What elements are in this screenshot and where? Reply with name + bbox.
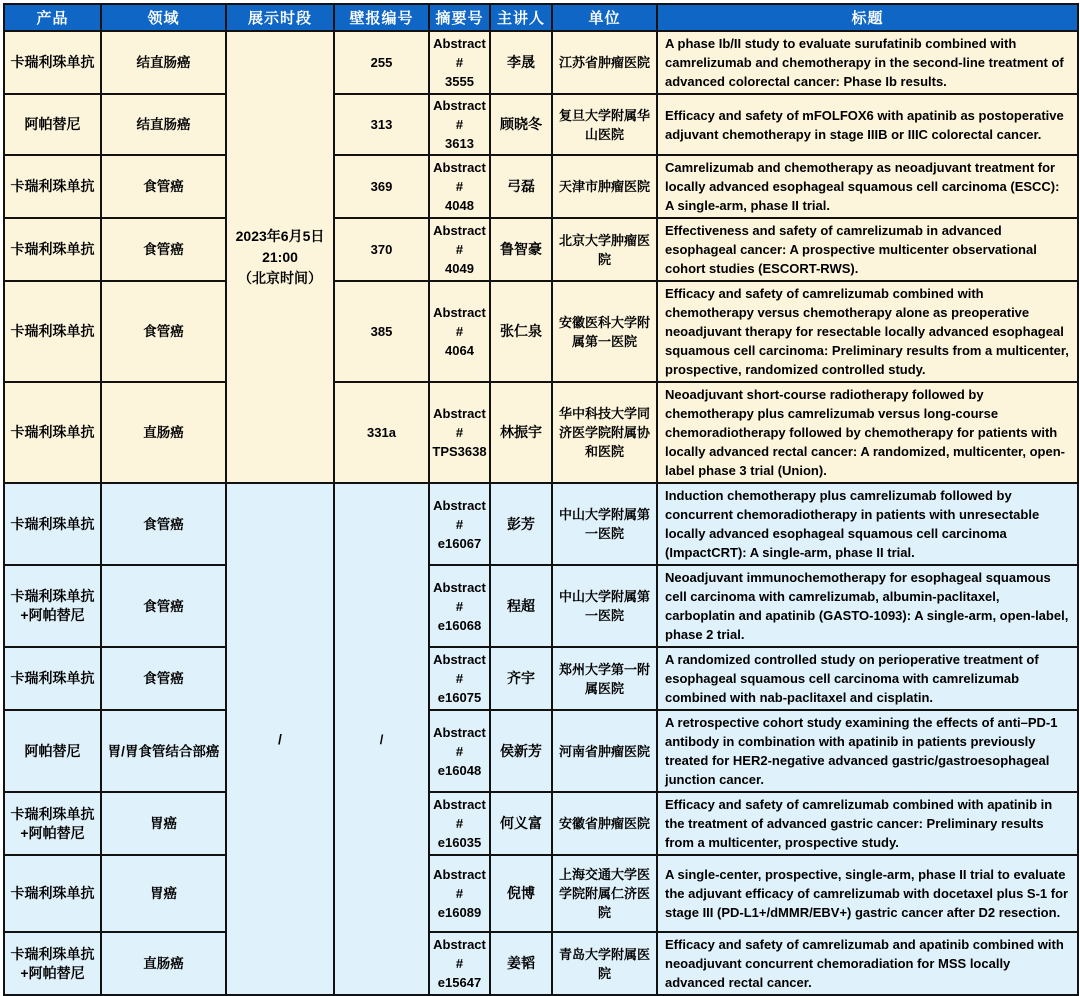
- field-cell: 食管癌: [101, 565, 226, 647]
- field-cell: 食管癌: [101, 483, 226, 565]
- field-cell: 直肠癌: [101, 382, 226, 483]
- col-header-field: 领域: [101, 4, 226, 31]
- title-cell: Induction chemotherapy plus camrelizumab followed by concurrent chemoradiotherapy in patients with unresectable locally advanced esophageal squamous cell carcinoma (ImpactCRT): A single-arm, phase II trial.: [657, 483, 1078, 565]
- poster-no-cell: 369: [334, 155, 429, 218]
- table-row: [4, 710, 1078, 792]
- col-header-title: 标题: [657, 4, 1078, 31]
- table-row: [4, 382, 1078, 483]
- speaker-cell: 李晟: [490, 31, 552, 94]
- field-cell: 胃/胃食管结合部癌: [101, 710, 226, 792]
- table-row: [4, 218, 1078, 281]
- product-cell: 阿帕替尼: [4, 710, 101, 792]
- unit-cell: 安徽省肿瘤医院: [552, 792, 657, 855]
- field-cell: 食管癌: [101, 647, 226, 710]
- product-cell: 卡瑞利珠单抗: [4, 855, 101, 932]
- time-slot-cell: 2023年6月5日 21:00 （北京时间）: [226, 31, 334, 483]
- title-cell: A phase Ib/II study to evaluate surufatinib combined with camrelizumab and chemotherapy in the second-line treatment of advanced colorectal cancer: Phase Ib results.: [657, 31, 1078, 94]
- table-row: [4, 855, 1078, 932]
- product-cell: 卡瑞利珠单抗+阿帕替尼: [4, 792, 101, 855]
- col-header-unit: 单位: [552, 4, 657, 31]
- product-cell: 卡瑞利珠单抗: [4, 382, 101, 483]
- abstract-cell: Abstract # e16048: [429, 710, 490, 792]
- speaker-cell: 彭芳: [490, 483, 552, 565]
- table-row: [4, 932, 1078, 995]
- product-cell: 卡瑞利珠单抗: [4, 31, 101, 94]
- table-body: [4, 31, 1078, 995]
- product-cell: 卡瑞利珠单抗: [4, 218, 101, 281]
- unit-cell: 中山大学附属第一医院: [552, 565, 657, 647]
- product-cell: 卡瑞利珠单抗+阿帕替尼: [4, 932, 101, 995]
- speaker-cell: 倪博: [490, 855, 552, 932]
- title-cell: Efficacy and safety of camrelizumab combined with apatinib in the treatment of advanced gastric cancer: Preliminary results from a multicenter, prospective study.: [657, 792, 1078, 855]
- product-cell: 卡瑞利珠单抗: [4, 281, 101, 382]
- table-row: [4, 483, 1078, 565]
- col-header-abstract: 摘要号: [429, 4, 490, 31]
- table-row: [4, 647, 1078, 710]
- speaker-cell: 齐宇: [490, 647, 552, 710]
- speaker-cell: 弓磊: [490, 155, 552, 218]
- table-row: [4, 792, 1078, 855]
- table-row: [4, 31, 1078, 94]
- speaker-cell: 张仁泉: [490, 281, 552, 382]
- speaker-cell: 侯新芳: [490, 710, 552, 792]
- abstract-cell: Abstract # 3555: [429, 31, 490, 94]
- poster-no-cell: 255: [334, 31, 429, 94]
- unit-cell: 河南省肿瘤医院: [552, 710, 657, 792]
- unit-cell: 上海交通大学医学院附属仁济医院: [552, 855, 657, 932]
- table-row: [4, 565, 1078, 647]
- title-cell: Effectiveness and safety of camrelizumab in advanced esophageal cancer: A prospective multicenter observational cohort studies (ESCORT-RWS).: [657, 218, 1078, 281]
- field-cell: 结直肠癌: [101, 31, 226, 94]
- unit-cell: 天津市肿瘤医院: [552, 155, 657, 218]
- abstract-cell: Abstract # 3613: [429, 94, 490, 155]
- field-cell: 胃癌: [101, 792, 226, 855]
- title-cell: A randomized controlled study on perioperative treatment of esophageal squamous cell carcinoma with camrelizumab combined with nab-paclitaxel and cisplatin.: [657, 647, 1078, 710]
- title-cell: Efficacy and safety of camrelizumab combined with chemotherapy versus chemotherapy alone as preoperative neoadjuvant therapy for resectable locally advanced esophageal squamous cell carcinoma: Preliminary results from a multicenter, prospective, randomized controlled study.: [657, 281, 1078, 382]
- poster-no-cell: 313: [334, 94, 429, 155]
- poster-table: [3, 3, 1079, 996]
- product-cell: 阿帕替尼: [4, 94, 101, 155]
- unit-cell: 江苏省肿瘤医院: [552, 31, 657, 94]
- unit-cell: 复旦大学附属华山医院: [552, 94, 657, 155]
- abstract-cell: Abstract # 4049: [429, 218, 490, 281]
- field-cell: 结直肠癌: [101, 94, 226, 155]
- unit-cell: 郑州大学第一附属医院: [552, 647, 657, 710]
- unit-cell: 安徽医科大学附属第一医院: [552, 281, 657, 382]
- speaker-cell: 顾晓冬: [490, 94, 552, 155]
- unit-cell: 北京大学肿瘤医院: [552, 218, 657, 281]
- abstract-cell: Abstract # e16035: [429, 792, 490, 855]
- title-cell: A single-center, prospective, single-arm, phase II trial to evaluate the adjuvant efficacy of camrelizumab with docetaxel plus S-1 for stage III (PD-L1+/dMMR/EBV+) gastric cancer after D2 resection.: [657, 855, 1078, 932]
- col-header-speaker: 主讲人: [490, 4, 552, 31]
- title-cell: Efficacy and safety of camrelizumab and apatinib combined with neoadjuvant concurrent chemoradiation for MSS locally advanced rectal cancer.: [657, 932, 1078, 995]
- title-cell: Neoadjuvant immunochemotherapy for esophageal squamous cell carcinoma with camrelizumab, albumin-paclitaxel, carboplatin and apatinib (GASTO-1093): A single-arm, open-label, phase 2 trial.: [657, 565, 1078, 647]
- abstract-cell: Abstract # TPS3638: [429, 382, 490, 483]
- title-cell: Efficacy and safety of mFOLFOX6 with apatinib as postoperative adjuvant chemotherapy in stage IIIB or IIIC colorectal cancer.: [657, 94, 1078, 155]
- speaker-cell: 程超: [490, 565, 552, 647]
- abstract-cell: Abstract # e16089: [429, 855, 490, 932]
- title-cell: Neoadjuvant short-course radiotherapy followed by chemotherapy plus camrelizumab versus long-course chemoradiotherapy followed by chemotherapy for patients with locally advanced rectal cancer: A randomized, multicenter, open-label phase 3 trial (Union).: [657, 382, 1078, 483]
- abstract-cell: Abstract # e16067: [429, 483, 490, 565]
- abstract-cell: Abstract # e16068: [429, 565, 490, 647]
- field-cell: 食管癌: [101, 155, 226, 218]
- unit-cell: 中山大学附属第一医院: [552, 483, 657, 565]
- speaker-cell: 姜韬: [490, 932, 552, 995]
- field-cell: 直肠癌: [101, 932, 226, 995]
- product-cell: 卡瑞利珠单抗: [4, 483, 101, 565]
- poster-no-cell: /: [334, 483, 429, 995]
- table-row: [4, 281, 1078, 382]
- speaker-cell: 鲁智豪: [490, 218, 552, 281]
- field-cell: 胃癌: [101, 855, 226, 932]
- abstract-cell: Abstract # e16075: [429, 647, 490, 710]
- col-header-time-slot: 展示时段: [226, 4, 334, 31]
- unit-cell: 华中科技大学同济医学院附属协和医院: [552, 382, 657, 483]
- time-slot-cell: /: [226, 483, 334, 995]
- product-cell: 卡瑞利珠单抗: [4, 155, 101, 218]
- speaker-cell: 何义富: [490, 792, 552, 855]
- col-header-poster-no: 壁报编号: [334, 4, 429, 31]
- poster-no-cell: 370: [334, 218, 429, 281]
- poster-no-cell: 331a: [334, 382, 429, 483]
- field-cell: 食管癌: [101, 281, 226, 382]
- product-cell: 卡瑞利珠单抗+阿帕替尼: [4, 565, 101, 647]
- table-header-row: [4, 4, 1078, 31]
- poster-no-cell: 385: [334, 281, 429, 382]
- abstract-cell: Abstract # 4048: [429, 155, 490, 218]
- abstract-cell: Abstract # e15647: [429, 932, 490, 995]
- table-row: [4, 94, 1078, 155]
- abstract-cell: Abstract # 4064: [429, 281, 490, 382]
- speaker-cell: 林振宇: [490, 382, 552, 483]
- unit-cell: 青岛大学附属医院: [552, 932, 657, 995]
- product-cell: 卡瑞利珠单抗: [4, 647, 101, 710]
- table-row: [4, 155, 1078, 218]
- title-cell: A retrospective cohort study examining the effects of anti–PD-1 antibody in combination with apatinib in patients previously treated for HER2-negative advanced gastric/gastroesophageal junction cancer.: [657, 710, 1078, 792]
- field-cell: 食管癌: [101, 218, 226, 281]
- col-header-product: 产品: [4, 4, 101, 31]
- title-cell: Camrelizumab and chemotherapy as neoadjuvant treatment for locally advanced esophageal squamous cell carcinoma (ESCC): A single-arm, phase II trial.: [657, 155, 1078, 218]
